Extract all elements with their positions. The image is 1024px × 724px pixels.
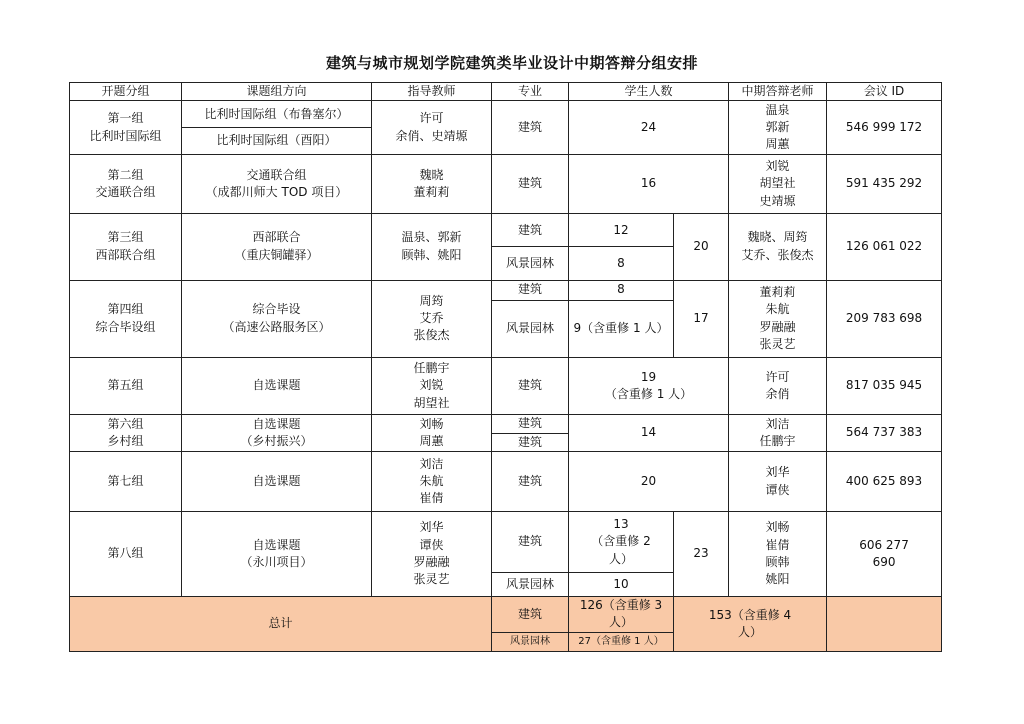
cell-line: 刘华 [765,465,790,480]
panel-cell [729,214,827,280]
total-major: 建筑 [492,596,569,632]
header-cell: 开题分组 [70,83,182,101]
major-cell: 建筑 [492,415,569,433]
direction-cell [182,280,372,357]
cell-line: 史靖塬 [759,193,796,208]
cell-line: 第五组 [107,378,144,393]
page-title: 建筑与城市规划学院建筑类毕业设计中期答辩分组安排 [325,54,698,72]
students-cell: 12 [569,214,674,247]
direction-cell [182,415,372,452]
panel-cell [729,280,827,357]
direction-cell [182,357,372,414]
header-cell: 中期答辩老师 [729,83,827,101]
cell-line: 自选课题 [252,378,301,393]
major-cell: 风景园林 [492,572,569,596]
table-row [70,101,942,128]
group-cell [70,357,182,414]
cell-line: 胡望社 [413,395,450,410]
cell-line: 余俏、史靖塬 [395,128,468,143]
cell-line: 周蕙 [765,137,790,152]
header-cell: 学生人数 [569,83,729,101]
meeting-id-cell: 591 435 292 [827,154,942,213]
teachers-cell [372,415,492,452]
direction-cell: 比利时国际组（布鲁塞尔） [182,101,372,128]
cell-line: 西部联合组 [95,247,156,262]
total-grand [674,596,827,651]
students-cell: 16 [569,154,729,213]
cell-line: 顾韩 [765,555,790,570]
cell-line: 魏晓 [419,167,444,182]
teachers-cell [372,512,492,596]
cell-line: 综合毕设 [252,302,301,317]
cell-line: 刘华 [419,520,444,535]
students-cell: 10 [569,572,674,596]
cell-line: （高速公路服务区） [222,319,331,334]
cell-line: 余俏 [765,387,790,402]
group-cell [70,214,182,280]
teachers-cell [372,154,492,213]
teachers-cell [372,214,492,280]
meeting-id-cell: 564 737 383 [827,415,942,452]
students-cell: 24 [569,101,729,154]
cell-line: 张灵艺 [759,337,796,352]
teachers-cell [372,357,492,414]
table-row [70,214,942,247]
group-cell [70,101,182,154]
table-row [70,280,942,300]
major-cell: 风景园林 [492,300,569,357]
cell-line: 乡村组 [107,434,144,449]
header-cell: 专业 [492,83,569,101]
cell-line: 郭新 [765,119,790,134]
group-cell [70,415,182,452]
cell-line: 谭侠 [765,482,790,497]
direction-cell [182,512,372,596]
cell-line: 任鹏宇 [413,360,450,375]
group-cell [70,154,182,213]
students-cell: 9（含重修 1 人） [569,300,674,357]
cell-line: 自选课题 [252,537,301,552]
header-row [70,83,942,101]
cell-line: 艾乔 [419,310,444,325]
header-cell: 指导教师 [372,83,492,101]
group-cell [70,280,182,357]
subtotal-cell: 17 [674,280,729,357]
cell-line: 153（含重修 4 [708,607,792,622]
teachers-cell [372,280,492,357]
total-row [70,596,942,632]
major-cell: 风景园林 [492,247,569,280]
panel-cell [729,101,827,154]
meeting-id-cell: 126 061 022 [827,214,942,280]
cell-line: 张灵艺 [413,572,450,587]
total-students: 27（含重修 1 人） [569,632,674,651]
header-cell: 课题组方向 [182,83,372,101]
cell-line: 刘洁 [765,416,790,431]
cell-line: 刘锐 [419,378,444,393]
cell-line: 罗融融 [759,319,796,334]
cell-line: 刘洁 [419,456,444,471]
cell-line: 第四组 [107,302,144,317]
cell-line: 综合毕设组 [95,319,156,334]
cell-line: （乡村振兴） [240,434,313,449]
cell-line: 董莉莉 [759,284,796,299]
cell-line: 罗融融 [413,555,450,570]
students-cell [569,357,729,414]
cell-line: 第六组 [107,416,144,431]
major-cell: 建筑 [492,357,569,414]
cell-line: 19 [640,369,657,384]
cell-line: 许可 [419,111,444,126]
cell-line: 崔倩 [419,491,444,506]
table-row [70,154,942,213]
major-cell: 建筑 [492,280,569,300]
cell-line: 第一组 [107,111,144,126]
cell-line: 张俊杰 [413,328,450,343]
meeting-id-cell: 546 999 172 [827,101,942,154]
cell-line: 西部联合 [252,230,301,245]
cell-line: （含重修 2 [591,534,651,549]
direction-cell: 比利时国际组（酉阳） [182,128,372,155]
cell-line: 朱航 [765,302,790,317]
panel-cell [729,415,827,452]
table-row [70,512,942,572]
cell-line: 崔倩 [765,537,790,552]
direction-cell [182,214,372,280]
cell-line: （重庆铜罐驿） [234,247,319,262]
students-cell [569,512,674,572]
panel-cell [729,452,827,512]
meeting-id-cell: 817 035 945 [827,357,942,414]
cell-line: 自选课题 [252,416,301,431]
cell-line: 董莉莉 [413,185,450,200]
table-row [70,452,942,512]
students-cell: 8 [569,280,674,300]
cell-line: 周蕙 [419,434,444,449]
schedule-table [69,82,942,652]
cell-line: 第三组 [107,230,144,245]
cell-line: 自选课题 [252,474,301,489]
cell-line: 朱航 [419,474,444,489]
cell-line: 许可 [765,369,790,384]
meeting-id-cell: 400 625 893 [827,452,942,512]
subtotal-cell: 20 [674,214,729,280]
panel-cell [729,357,827,414]
cell-line: （永川项目） [240,555,313,570]
major-cell: 建筑 [492,452,569,512]
table-row [70,357,942,414]
subtotal-cell: 23 [674,512,729,596]
major-cell: 建筑 [492,512,569,572]
cell-line: 人） [738,624,763,639]
cell-line: 交通联合组 [95,185,156,200]
total-label: 总计 [70,596,492,651]
cell-line: 任鹏宇 [759,434,796,449]
cell-line: 第八组 [107,546,144,561]
major-cell: 建筑 [492,433,569,451]
cell-line: 魏晓、周筠 [747,230,808,245]
teachers-cell [372,101,492,154]
cell-line: 第二组 [107,167,144,182]
major-cell: 建筑 [492,101,569,154]
direction-cell [182,154,372,213]
cell-line: 刘畅 [419,416,444,431]
total-blank [827,596,942,651]
group-cell [70,452,182,512]
header-cell: 会议 ID [827,83,942,101]
teachers-cell [372,452,492,512]
cell-line: 温泉 [765,102,790,117]
table-row [70,415,942,433]
major-cell: 建筑 [492,154,569,213]
cell-line: 刘锐 [765,158,790,173]
direction-cell [182,452,372,512]
panel-cell [729,154,827,213]
cell-line: 姚阳 [765,572,790,587]
cell-line: 顾韩、姚阳 [401,247,462,262]
cell-line: 温泉、郭新 [401,230,462,245]
panel-cell [729,512,827,596]
cell-line: （成都川师大 TOD 项目） [205,185,348,200]
cell-line: 周筠 [419,293,444,308]
group-cell [70,512,182,596]
cell-line: 第七组 [107,474,144,489]
cell-line: 606 277 [859,537,909,552]
cell-line: 13 [613,516,629,531]
meeting-id-cell [827,512,942,596]
meeting-id-cell: 209 783 698 [827,280,942,357]
cell-line: （含重修 1 人） [604,387,693,402]
cell-line: 艾乔、张俊杰 [741,247,814,262]
students-cell: 14 [569,415,729,452]
cell-line: 刘畅 [765,520,790,535]
major-cell: 建筑 [492,214,569,247]
cell-line: 人） [608,551,633,566]
total-major: 风景园林 [492,632,569,651]
students-cell: 20 [569,452,729,512]
cell-line: 胡望社 [759,176,796,191]
total-students: 126（含重修 3 人） [569,596,674,632]
cell-line: 比利时国际组 [89,128,162,143]
cell-line: 谭侠 [419,537,444,552]
cell-line: 交通联合组 [246,167,307,182]
cell-line: 690 [872,555,896,570]
students-cell: 8 [569,247,674,280]
